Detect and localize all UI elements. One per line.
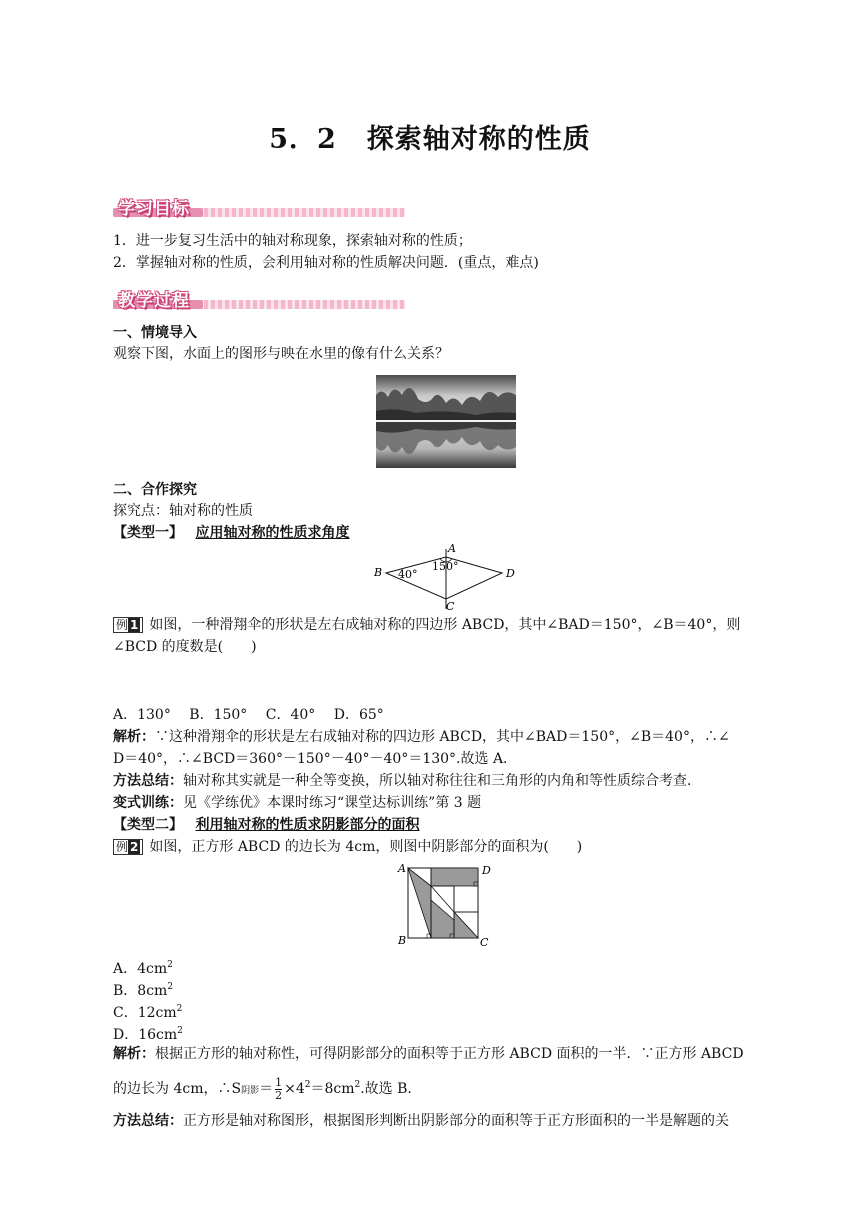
example-2-option-b: B．$8cm^2$ bbox=[113, 982, 174, 999]
intro-text: 观察下图，水面上的图形与映在水里的像有什么关系？ bbox=[113, 346, 449, 362]
square-figure bbox=[394, 860, 494, 950]
example-2-stem: 例 2 如图，正方形 ABCD 的边长为 4cm，则图中阴影部分的面积为( ) bbox=[113, 837, 783, 857]
goal-1: 1．进一步复习生活中的轴对称现象，探索轴对称的性质； bbox=[113, 233, 472, 249]
kite-label-d: D bbox=[506, 567, 515, 580]
kite-figure bbox=[364, 543, 524, 613]
example-1-method: 方法总结：轴对称其实就是一种全等变换，所以轴对称往往和三角形的内角和等性质综合考查． bbox=[113, 773, 701, 789]
example-1-line2: ∠BCD 的度数是( ) bbox=[113, 639, 257, 655]
fraction-half: $\frac{1}{2}$ bbox=[275, 1075, 283, 1102]
example-1-line1: 例 1 如图，一种滑翔伞的形状是左右成轴对称的四边形 ABCD，其中∠BAD＝150°，∠B＝40°，则 bbox=[113, 615, 783, 635]
landscape-reflection-photo bbox=[376, 375, 516, 468]
example-2-option-d: D．$16cm^2$ bbox=[113, 1026, 183, 1043]
example-2-analysis-line2: 的边长为 4cm，∴S阴影＝ $\frac{1}{2}$ $\times 4^2=8cm^2$.故选 B. bbox=[113, 1075, 412, 1102]
section-banner-process: 教学过程 bbox=[113, 288, 405, 310]
example-2-option-c: C．$12cm^2$ bbox=[113, 1004, 183, 1021]
example-1-analysis-line2: D＝40°，∴∠BCD＝360°－150°－40°－40°＝130°.故选 A. bbox=[113, 751, 508, 767]
example-2-option-a: A．$4cm^2$ bbox=[113, 960, 173, 977]
example-2-analysis-line1: 解析：根据正方形的轴对称性，可得阴影部分的面积等于正方形 ABCD 面积的一半．∵正方形 ABCD bbox=[113, 1046, 744, 1062]
explore-point: 探究点：轴对称的性质 bbox=[113, 503, 253, 519]
square-label-b: B bbox=[398, 934, 407, 947]
example-1-tag: 例 1 bbox=[113, 617, 143, 633]
kite-angle-b: 40° bbox=[398, 568, 418, 581]
section-heading-explore: 二、合作探究 bbox=[113, 482, 197, 498]
section-heading-intro: 一、情境导入 bbox=[113, 325, 197, 341]
kite-label-c: C bbox=[446, 600, 455, 613]
goal-2: 2．掌握轴对称的性质，会利用轴对称的性质解决问题．(重点，难点) bbox=[113, 255, 539, 271]
square-label-a: A bbox=[398, 862, 406, 875]
section-banner-goals: 学习目标 bbox=[113, 196, 405, 218]
type-2-heading: 【类型二】 利用轴对称的性质求阴影部分的面积 bbox=[113, 817, 420, 833]
example-2-method: 方法总结：正方形是轴对称图形，根据图形判断出阴影部分的面积等于正方形面积的一半是解题的关 bbox=[113, 1113, 729, 1129]
square-label-c: C bbox=[480, 936, 489, 949]
example-2-tag: 例 2 bbox=[113, 839, 143, 855]
kite-label-b: B bbox=[374, 566, 383, 579]
example-1-options: A．130° B．150° C．40° D．65° bbox=[113, 707, 384, 723]
kite-label-a: A bbox=[448, 543, 456, 555]
example-1-analysis-line1: 解析：∵这种滑翔伞的形状是左右成轴对称的四边形 ABCD，其中∠BAD＝150°，∠B＝40°，∴∠ bbox=[113, 729, 730, 745]
page-title: 5．2 探索轴对称的性质 bbox=[269, 124, 591, 155]
square-label-d: D bbox=[482, 864, 491, 877]
type-1-heading: 【类型一】 应用轴对称的性质求角度 bbox=[113, 525, 350, 541]
kite-angle-a: 150° bbox=[432, 560, 459, 573]
example-1-variant: 变式训练：见《学练优》本课时练习“课堂达标训练”第 3 题 bbox=[113, 795, 482, 811]
